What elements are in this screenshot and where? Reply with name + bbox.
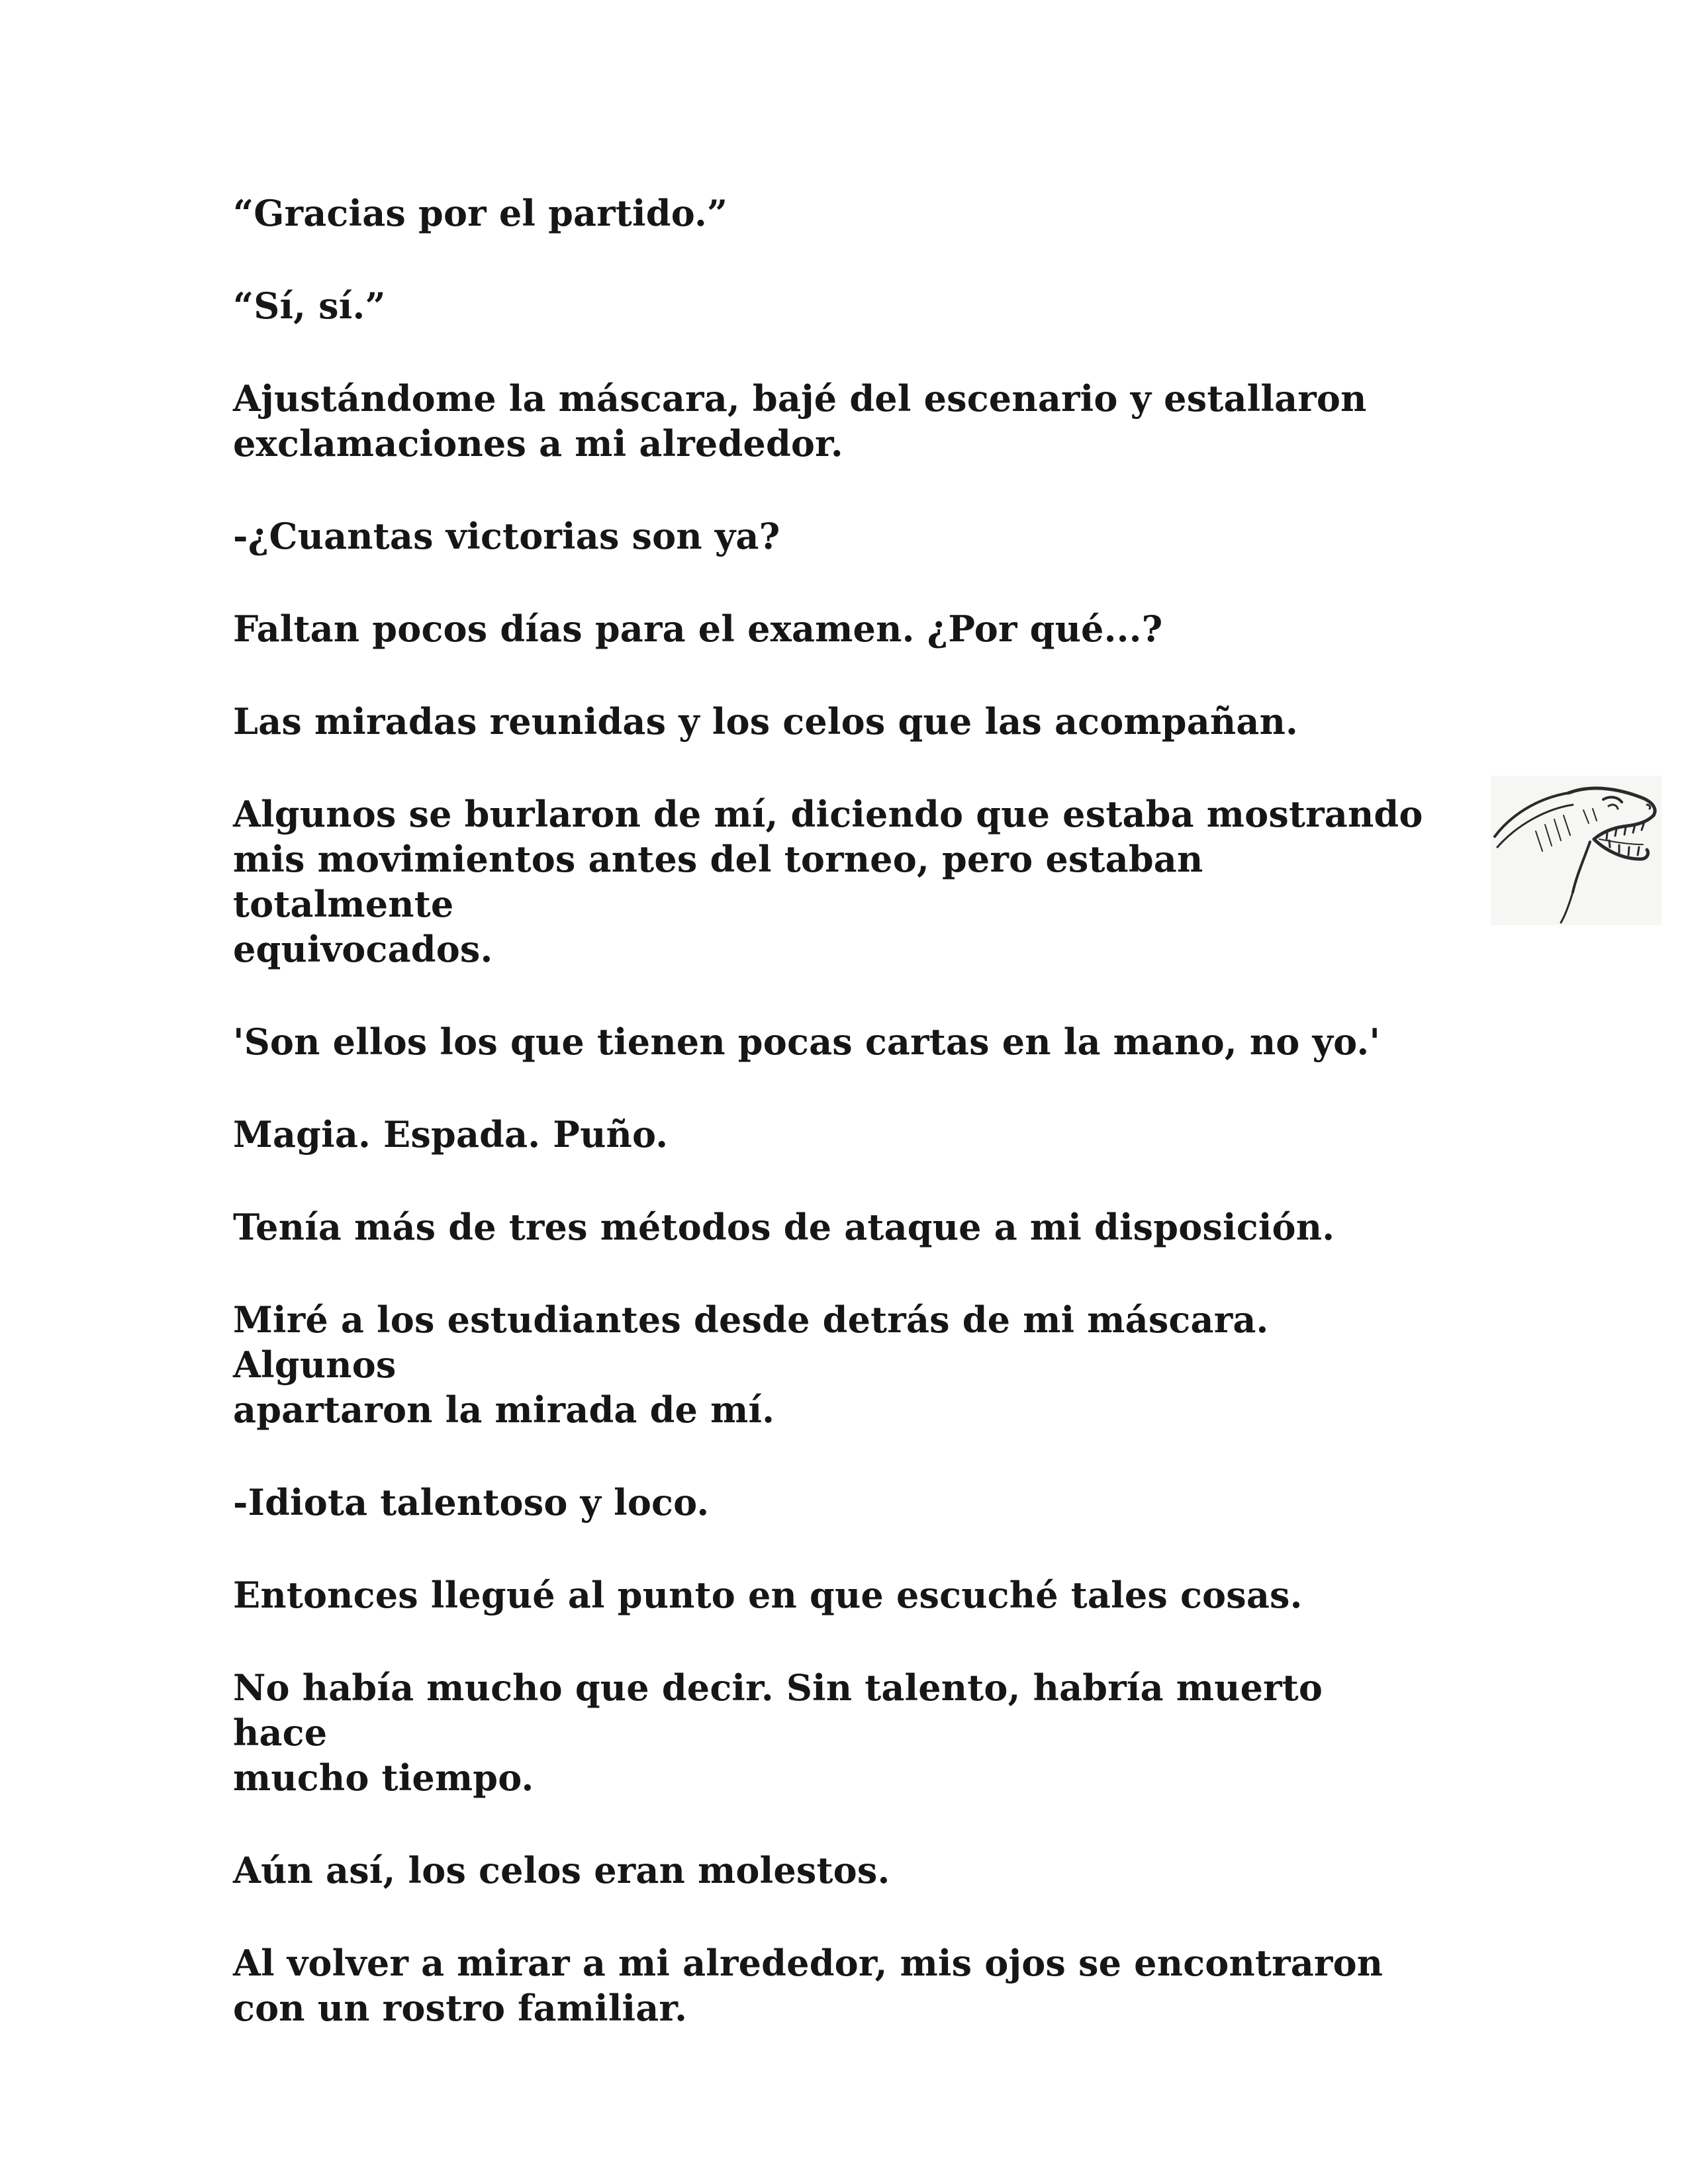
paragraph: “Gracias por el partido.”	[233, 192, 728, 234]
paragraph: “Sí, sí.”	[233, 285, 386, 327]
paragraph: Aún así, los celos eran molestos.	[233, 1849, 890, 1891]
body-text	[233, 191, 1425, 2030]
paragraph: Entonces llegué al punto en que escuché tales cosas.	[233, 1574, 1303, 1616]
paragraph: Al volver a mirar a mi alrededor, mis ojos se encontraron con un rostro familiar.	[233, 1942, 1383, 2029]
paragraph: Algunos se burlaron de mí, diciendo que estaba mostrando mis movimientos antes del torneo, pero estaban totalmente equivocados.	[233, 793, 1423, 970]
paragraph: No había mucho que decir. Sin talento, habría muerto hace mucho tiempo.	[233, 1666, 1323, 1799]
paragraph: Magia. Espada. Puño.	[233, 1113, 669, 1156]
dinosaur-sketch-icon	[1491, 776, 1662, 925]
paragraph: Ajustándome la máscara, bajé del escenario y estallaron exclamaciones a mi alrededor.	[233, 377, 1367, 465]
paragraph: -Idiota talentoso y loco.	[233, 1481, 710, 1524]
paragraph: Miré a los estudiantes desde detrás de mi máscara. Algunos apartaron la mirada de mí.	[233, 1298, 1269, 1431]
paragraph: Las miradas reunidas y los celos que las acompañan.	[233, 700, 1299, 743]
paragraph: -¿Cuantas victorias son ya?	[233, 515, 780, 557]
paragraph: Tenía más de tres métodos de ataque a mi disposición.	[233, 1206, 1335, 1248]
paragraph: Faltan pocos días para el examen. ¿Por qué...?	[233, 608, 1163, 650]
paragraph: 'Son ellos los que tienen pocas cartas en la mano, no yo.'	[233, 1021, 1381, 1063]
